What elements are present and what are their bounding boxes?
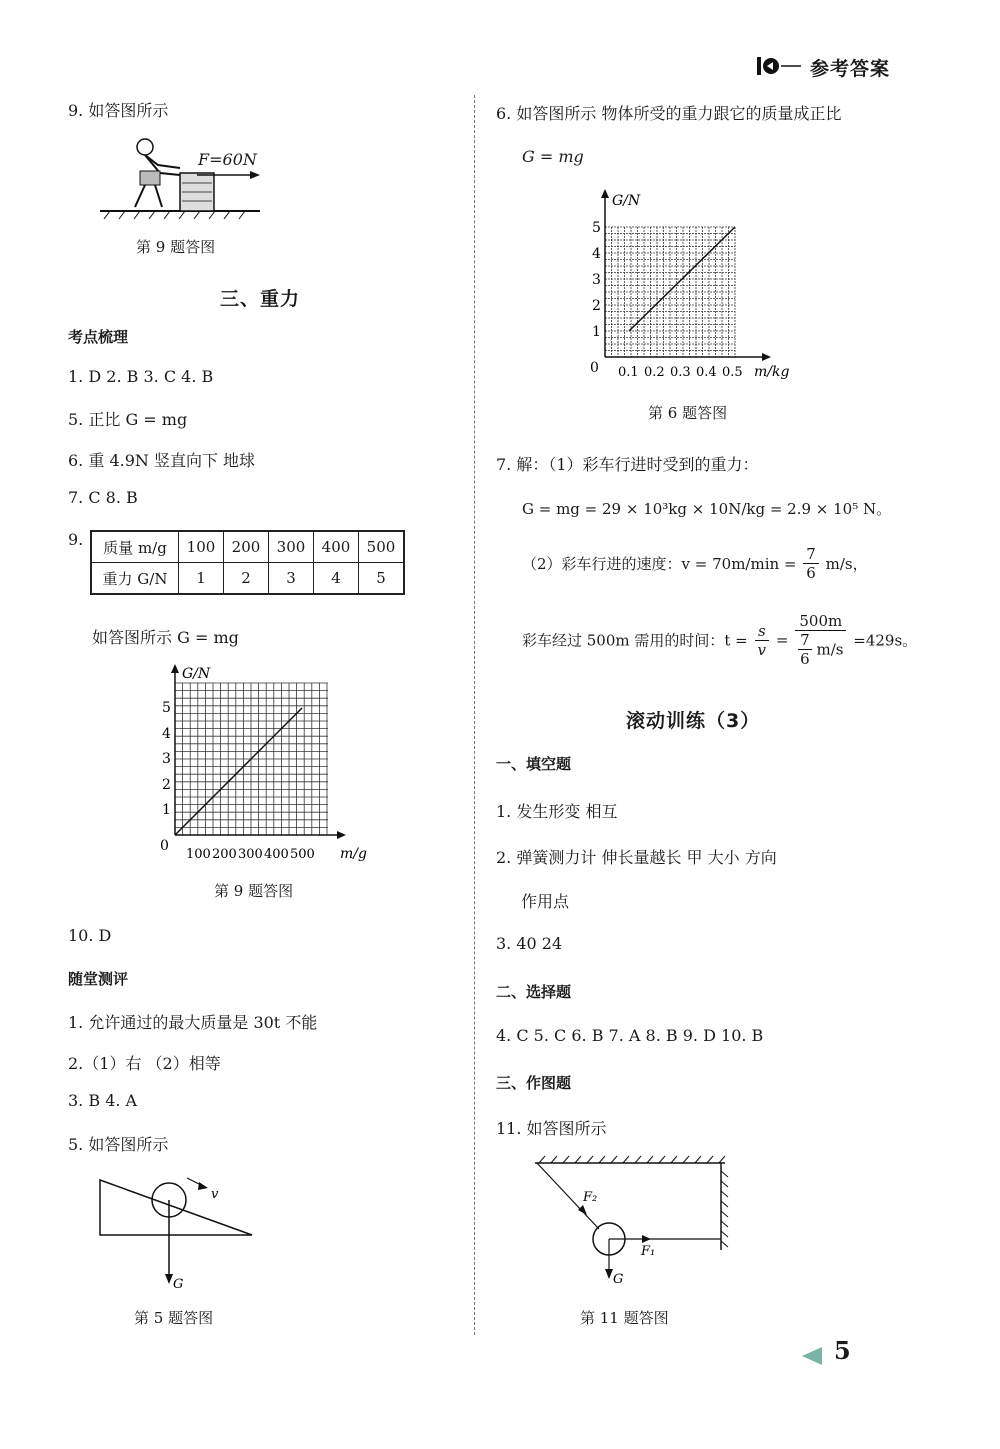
answer-label: 9. <box>68 530 84 549</box>
force-label: F=60N <box>198 150 257 169</box>
table-cell: 2 <box>224 563 269 595</box>
x-axis-label: m/g <box>340 846 367 862</box>
gravity-label: G <box>173 1277 184 1292</box>
nested-fraction <box>798 631 812 668</box>
x-tick-label: 0.3 <box>670 365 691 380</box>
answer-line: 3. 40 24 <box>496 934 563 953</box>
figure-caption: 第 9 题答图 <box>136 238 216 256</box>
equation-text: （2）彩车行进的速度：v = 70m/min = <box>522 555 797 573</box>
equation-text: m/s， <box>825 555 868 573</box>
answer-line: 2.（1）右 （2）相等 <box>68 1054 221 1073</box>
y-tick-label: 5 <box>162 700 171 716</box>
y-tick-label: 1 <box>162 802 171 818</box>
subsection-title: 考点梳理 <box>68 328 129 346</box>
x-tick-label: 400 <box>264 847 289 862</box>
data-line <box>175 708 302 835</box>
table-cell: 1 <box>179 563 224 595</box>
subsection-title: 二、选择题 <box>496 983 572 1001</box>
answer-line: 1. 发生形变 相互 <box>496 802 618 821</box>
y-axis-label: G/N <box>182 666 211 682</box>
unit: m/s <box>816 640 844 659</box>
mass-weight-table <box>90 530 405 595</box>
x-tick-label: 300 <box>238 847 263 862</box>
answer-line: 7. C 8. B <box>68 488 138 507</box>
fraction-numerator: 7 <box>800 631 810 649</box>
page-arrow-icon <box>800 1345 830 1371</box>
header-title: 参考答案 <box>810 58 891 80</box>
x-tick-label: 200 <box>212 847 237 862</box>
answer-line: 6. 重 4.9N 竖直向下 地球 <box>68 451 256 470</box>
table-header-cell: 质量 m/g <box>91 531 179 563</box>
answer-line: 11. 如答图所示 <box>496 1119 607 1138</box>
y-tick-label: 4 <box>162 726 171 742</box>
equation-text: 彩车经过 500m 需用的时间：t = <box>522 631 748 650</box>
y-tick-label: 1 <box>592 324 601 340</box>
fraction-denominator: v <box>757 640 767 659</box>
table-cell: 100 <box>179 531 224 563</box>
figure-incline <box>95 1170 265 1304</box>
figure-caption: 第 11 题答图 <box>580 1309 669 1327</box>
column-divider <box>474 95 475 1335</box>
fraction-numerator: 7 <box>803 545 819 564</box>
answer-note: 如答图所示 G = mg <box>92 628 239 647</box>
y-tick-label: 3 <box>592 272 601 288</box>
y-tick-label: 3 <box>162 751 171 767</box>
answer-line: 1. 允许通过的最大质量是 30t 不能 <box>68 1013 318 1032</box>
fraction-denominator: 6 <box>800 650 810 668</box>
page-number: 5 <box>834 1336 851 1365</box>
fraction-numerator: 500m <box>795 612 846 631</box>
table-cell: 4 <box>314 563 359 595</box>
table-row <box>91 563 404 595</box>
subsection-title: 一、填空题 <box>496 755 572 773</box>
section-title: 三、重力 <box>220 288 301 310</box>
table-cell: 500 <box>359 531 405 563</box>
chart-caption: 第 6 题答图 <box>648 404 728 422</box>
gravity-label: G <box>613 1272 624 1287</box>
chart-q6 <box>580 185 800 389</box>
y-tick-label: 2 <box>592 298 601 314</box>
answer-line: 7. 解：（1）彩车行进时受到的重力： <box>496 455 759 474</box>
header-logo-icon <box>757 55 801 81</box>
fraction-numerator: s <box>755 622 769 641</box>
equation: G = mg = 29 × 10³kg × 10N/kg = 2.9 × 10⁵ N。 <box>522 500 892 518</box>
x-tick-label: 0.4 <box>696 365 717 380</box>
velocity-label: v <box>211 1187 219 1202</box>
equation-speed <box>522 545 868 585</box>
y-tick-label: 5 <box>592 220 601 236</box>
answer-line: 10. D <box>68 926 112 945</box>
x-tick-label: 100 <box>186 847 211 862</box>
answer-line: 作用点 <box>521 892 570 911</box>
answer-line: 2. 弹簧测力计 伸长量越长 甲 大小 方向 <box>496 848 777 867</box>
x-tick-label: 0.2 <box>644 365 665 380</box>
force-f2-label: F₂ <box>583 1190 598 1205</box>
answer-line: 5. 正比 G = mg <box>68 410 188 429</box>
table-cell: 200 <box>224 531 269 563</box>
equation-text: =429s。 <box>853 631 918 650</box>
fraction <box>795 612 846 668</box>
table-row <box>91 531 404 563</box>
fraction <box>803 545 819 582</box>
equation-time: 彩车经过 500m 需用的时间：t = $\frac{s}{v}$ = 500m $\frac{7}{6}$ m/s =429s。 <box>522 612 918 668</box>
subsection-title: 随堂测评 <box>68 970 129 988</box>
fraction-denominator: 6 <box>806 564 816 582</box>
answer-line: 5. 如答图所示 <box>68 1135 169 1154</box>
x-tick-label: 500 <box>290 847 315 862</box>
force-f1-label: F₁ <box>641 1244 656 1259</box>
table-cell: 3 <box>269 563 314 595</box>
formula: G = mg <box>522 147 584 166</box>
y-tick-label: 2 <box>162 777 171 793</box>
x-tick-label: 0.5 <box>722 365 743 380</box>
table-cell: 5 <box>359 563 405 595</box>
chart-caption: 第 9 题答图 <box>214 882 294 900</box>
y-tick-label: 4 <box>592 246 601 262</box>
answer-line: 3. B 4. A <box>68 1091 138 1110</box>
table-cell: 400 <box>314 531 359 563</box>
answer-line: 6. 如答图所示 物体所受的重力跟它的质量成正比 <box>496 104 842 123</box>
fraction-denominator <box>795 631 846 668</box>
chart-q9 <box>150 660 380 874</box>
table-cell: 300 <box>269 531 314 563</box>
figure-push-box <box>100 135 270 224</box>
x-tick-label: 0.1 <box>618 365 639 380</box>
y-axis-label: G/N <box>612 193 641 209</box>
section-title: 滚动训练（3） <box>626 710 761 732</box>
table-header-cell: 重力 G/N <box>91 563 179 595</box>
x-axis-label: m/kg <box>754 364 790 380</box>
answer-line: 4. C 5. C 6. B 7. A 8. B 9. D 10. B <box>496 1026 764 1045</box>
answer-line: 1. D 2. B 3. C 4. B <box>68 367 214 386</box>
origin-label: 0 <box>160 838 169 854</box>
subsection-title: 三、作图题 <box>496 1074 572 1092</box>
figure-hanging-ball <box>525 1155 745 1299</box>
fraction <box>755 622 769 659</box>
q9-top: 9. 如答图所示 <box>68 101 169 120</box>
figure-caption: 第 5 题答图 <box>134 1309 214 1327</box>
origin-label: 0 <box>590 360 599 376</box>
